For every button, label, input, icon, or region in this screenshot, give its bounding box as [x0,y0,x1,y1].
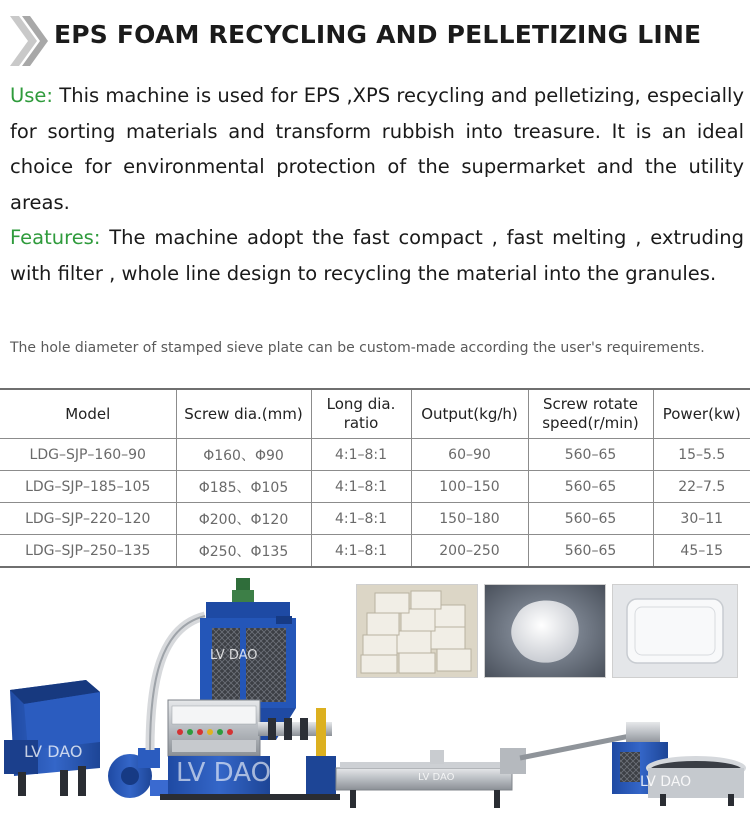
watermark-center: LV DAO [176,758,272,788]
col-header-long-dia-ratio: Long dia. ratio [311,389,411,439]
use-text: This machine is used for EPS ,XPS recycling and pelletizing, especially for sorting materials and transform rubbish into treasure. It is an ideal choice for environmental protection of the supermarket and the utility areas. [10,84,744,214]
table-row [0,503,750,535]
cell-model: LDG–SJP–185–105 [0,471,176,503]
cell-ratio: 4:1–8:1 [311,503,411,535]
eps-blocks-photo [356,584,478,678]
watermark-main: LV DAO [210,648,258,663]
table-row [0,535,750,568]
cell-screw-dia: Φ200、Φ120 [176,503,311,535]
features-label: Features: [10,226,101,249]
cell-power: 45–15 [653,535,750,568]
cell-screw-dia: Φ185、Φ105 [176,471,311,503]
foam-box-photo [612,584,738,678]
foam-chunk-photo [484,584,606,678]
cell-speed: 560–65 [528,471,653,503]
watermark-right: LV DAO [640,774,692,790]
cell-ratio: 4:1–8:1 [311,439,411,471]
spec-table [0,388,750,568]
features-paragraph [10,220,744,291]
product-photo-area [0,572,750,818]
cell-model: LDG–SJP–250–135 [0,535,176,568]
cell-power: 15–5.5 [653,439,750,471]
cell-model: LDG–SJP–220–120 [0,503,176,535]
pelletizer [612,722,746,806]
table-header-row [0,389,750,439]
header [0,0,750,80]
cell-speed: 560–65 [528,503,653,535]
chevron-right-icon [8,12,48,70]
col-header-output: Output(kg/h) [411,389,528,439]
cell-output: 150–180 [411,503,528,535]
watermark-left: LV DAO [24,742,83,761]
page-title: EPS FOAM RECYCLING AND PELLETIZING LINE [54,20,702,49]
table-row [0,439,750,471]
col-header-screw-dia: Screw dia.(mm) [176,389,311,439]
cell-output: 60–90 [411,439,528,471]
features-text: The machine adopt the fast compact , fast melting , extruding with filter , whole line design to recycling the material into the granules. [10,226,744,285]
cell-screw-dia: Φ160、Φ90 [176,439,311,471]
col-header-model: Model [0,389,176,439]
cell-power: 30–11 [653,503,750,535]
cell-output: 200–250 [411,535,528,568]
cell-model: LDG–SJP–160–90 [0,439,176,471]
use-label: Use: [10,84,53,107]
table-row [0,471,750,503]
cell-ratio: 4:1–8:1 [311,535,411,568]
cell-ratio: 4:1–8:1 [311,471,411,503]
cell-screw-dia: Φ250、Φ135 [176,535,311,568]
cell-speed: 560–65 [528,439,653,471]
col-header-power: Power(kw) [653,389,750,439]
cell-output: 100–150 [411,471,528,503]
cell-power: 22–7.5 [653,471,750,503]
sieve-note: The hole diameter of stamped sieve plate can be custom-made according the user's requirements. [10,340,705,356]
col-header-screw-speed: Screw rotate speed(r/min) [528,389,653,439]
cooling-trough [336,734,640,808]
use-paragraph [10,78,744,220]
description [10,78,744,291]
crusher-machine [4,680,100,796]
watermark-small: LV DAO [418,772,455,783]
cell-speed: 560–65 [528,535,653,568]
